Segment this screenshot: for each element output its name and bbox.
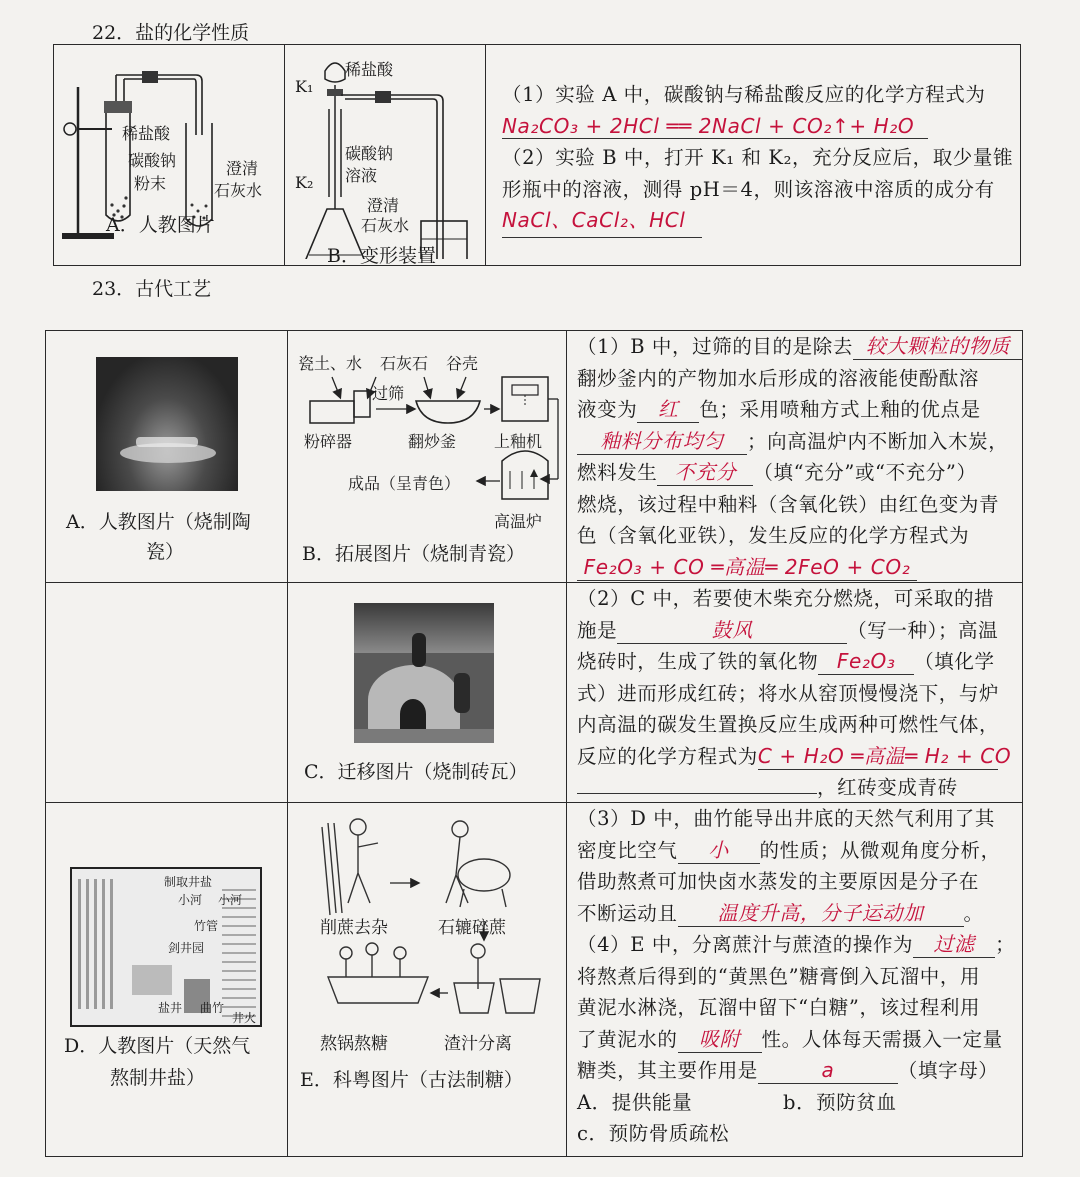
- p2-answer-3: C + H₂O ═高温═ H₂ + CO: [757, 743, 1012, 768]
- q22-q2-line2: 形瓶中的溶液，测得 pH＝4，则该溶液中溶质的成分有: [502, 177, 995, 201]
- label-sodium-carbonate-b: 碳酸钠: [345, 144, 394, 163]
- label-high-temp-furnace: 高温炉: [494, 512, 543, 531]
- p2-line5: 内高温的碳发生置换反应生成两种可燃性气体，: [577, 713, 1000, 736]
- q23-part2-text: [577, 583, 1023, 804]
- q22-q2-line1: （2）实验 B 中，打开 K₁ 和 K₂，充分反应后，取少量锥: [502, 146, 1014, 169]
- label-separate-juice: 渣汁分离: [444, 1034, 512, 1054]
- p2-line6a: 反应的化学方程式为: [577, 744, 758, 768]
- p3-line8a: 了黄泥水的: [577, 1027, 678, 1051]
- p3-line2b: 的性质；从微观角度分析，: [759, 838, 1001, 862]
- q23-caption-d-line1: D．人教图片（天然气: [64, 1035, 251, 1057]
- q23-part1-text: [577, 331, 1023, 583]
- q22-caption-b: B．变形装置: [327, 245, 436, 267]
- p1-line2: 翻炒釜内的产物加水后形成的溶液能使酚酞溶: [577, 366, 980, 390]
- label-sieve: 过筛: [372, 384, 405, 403]
- label-product-celadon: 成品（呈青色）: [348, 474, 461, 493]
- p2-answer-2: Fe₂O₃: [836, 649, 896, 673]
- p3-line5b: ；: [995, 933, 1016, 956]
- p1-answer-1: 较大颗粒的物质: [865, 334, 1011, 358]
- label-k2: K₂: [295, 173, 314, 192]
- label-dilute-hcl-b: 稀盐酸: [345, 60, 394, 79]
- q23-caption-c: C．迁移图片（烧制砖瓦）: [304, 761, 528, 783]
- p1-answer-2: 红: [658, 397, 679, 421]
- q22-table: [53, 44, 1021, 266]
- p1-answer-3: 釉料分布均匀: [600, 428, 724, 453]
- label-crush-cane: 石辘碎蔗: [438, 918, 506, 938]
- label-river-2: 小河: [218, 893, 243, 907]
- p3-line8b: 性。人体每天需摄入一定量: [761, 1027, 1003, 1051]
- p1-line4b: ；向高温炉内不断加入木炭，: [747, 429, 1009, 453]
- label-boil-sugar: 熬锅熬糖: [320, 1034, 388, 1054]
- p1-line3a: 液变为: [577, 398, 638, 421]
- p1-answer-5: Fe₂O₃ + CO ═高温═ 2FeO + CO₂: [583, 554, 911, 579]
- p1-line5a: 燃料发生: [577, 461, 658, 484]
- label-crusher: 粉碎器: [304, 432, 353, 451]
- pottery-kiln-photo: [96, 357, 238, 491]
- q23-caption-a-line1: A．人教图片（烧制陶: [66, 511, 251, 533]
- p3-line1: （3）D 中，曲竹能导出井底的天然气利用了其: [577, 807, 995, 830]
- p3-line9b: （填字母）: [897, 1059, 999, 1082]
- label-peel-cane: 削蔗去杂: [320, 918, 388, 938]
- label-river-1: 小河: [178, 893, 203, 907]
- p3-line7: 黄泥水淋浇，瓦溜中留下“白糖”，该过程利用: [577, 996, 981, 1019]
- q23-caption-a-line2: 瓷）: [146, 541, 185, 563]
- q22-answer-block: [502, 79, 1022, 238]
- sugar-making-illustration: [288, 803, 566, 1103]
- q23-part3-text: [577, 803, 1023, 1150]
- p2-line2a: 施是: [577, 618, 618, 642]
- option-a: A．提供能量: [577, 1090, 693, 1114]
- p1-line3b: 色；采用喷釉方式上釉的优点是: [699, 398, 981, 421]
- q22-title: 22．盐的化学性质: [92, 22, 250, 44]
- label-clear-b: 澄清: [367, 196, 400, 215]
- p3-answer-3: 过滤: [933, 932, 975, 956]
- p1-line5b: （填“充分”或“不充分”）: [753, 461, 977, 484]
- label-rice-husk: 谷壳: [446, 354, 479, 373]
- label-sodium-carbonate-a: 碳酸钠: [128, 151, 177, 170]
- label-bamboo-pipe: 竹管: [194, 919, 219, 933]
- label-glazing-machine: 上釉机: [494, 432, 543, 451]
- label-dilute-hcl-a: 稀盐酸: [122, 124, 171, 143]
- p3-answer-4: 吸附: [698, 1026, 741, 1051]
- label-well-garden: 剑井园: [168, 941, 205, 955]
- q23-title: 23．古代工艺: [92, 278, 212, 300]
- label-salt-well: 盐井: [158, 1001, 183, 1015]
- label-clear-a: 澄清: [226, 159, 259, 178]
- p3-line4b: 。: [963, 901, 984, 925]
- q23-caption-d-line2: 熬制井盐）: [110, 1067, 206, 1089]
- p3-answer-2: 温度升高，分子运动加: [717, 900, 924, 925]
- p2-line3a: 烧砖时，生成了铁的氧化物: [577, 650, 819, 673]
- q23-table: [45, 330, 1023, 1157]
- p3-answer-5: a: [821, 1058, 835, 1082]
- label-k1: K₁: [295, 77, 314, 96]
- q22-q1-text: （1）实验 A 中，碳酸钠与稀盐酸反应的化学方程式为: [502, 83, 986, 106]
- p1-line1: （1）B 中，过筛的目的是除去: [577, 335, 853, 358]
- q23-caption-e: E．科粤图片（古法制糖）: [300, 1069, 523, 1091]
- p2-line7b: ，红砖变成青砖: [817, 776, 958, 799]
- label-well-fire: 井火: [232, 1011, 257, 1025]
- option-b: b．预防贫血: [783, 1090, 897, 1114]
- label-curved-bamboo: 曲竹: [200, 1001, 225, 1015]
- p1-line6: 燃烧，该过程中釉料（含氧化铁）由红色变为青: [577, 492, 1000, 516]
- label-limewater-b: 石灰水: [361, 216, 410, 235]
- p3-line5a: （4）E 中，分离蔗汁与蔗渣的操作为: [577, 933, 914, 956]
- q22-a2-handwritten: NaCl、CaCl₂、HCl: [502, 205, 702, 238]
- p1-answer-4: 不充分: [674, 460, 737, 484]
- label-clay-water: 瓷土、水: [298, 354, 363, 373]
- label-salt-making: 制取井盐: [164, 875, 213, 889]
- p2-answer-1: 鼓风: [711, 617, 753, 642]
- option-c: c．预防骨质疏松: [577, 1122, 730, 1145]
- p3-line9a: 糖类，其主要作用是: [577, 1059, 758, 1082]
- p2-line4: 式）进而形成红砖；将水从窑顶慢慢浇下，与炉: [577, 681, 1000, 705]
- label-limestone: 石灰石: [380, 354, 429, 373]
- q22-a1-handwritten: Na₂CO₃ + 2HCl ══ 2NaCl + CO₂↑+ H₂O: [502, 114, 928, 139]
- label-powder-a: 粉末: [134, 174, 167, 193]
- p2-line1: （2）C 中，若要使木柴充分燃烧，可采取的措: [577, 587, 995, 610]
- label-limewater-a: 石灰水: [214, 181, 263, 200]
- p1-line7: 色（含氧化亚铁），发生反应的化学方程式为: [577, 524, 970, 547]
- label-stir-fry-pot: 翻炒釜: [408, 432, 457, 451]
- p2-line3b: （填化学: [914, 650, 995, 673]
- brick-kiln-illustration: [354, 603, 494, 743]
- p3-line6: 将熬煮后得到的“黄黑色”糖膏倒入瓦溜中，用: [577, 964, 981, 988]
- p3-line3: 借助熬煮可加快卤水蒸发的主要原因是分子在: [577, 870, 980, 893]
- q23-caption-b: B．拓展图片（烧制青瓷）: [302, 543, 525, 565]
- label-solution-b: 溶液: [345, 166, 378, 185]
- p3-line4a: 不断运动且: [577, 901, 678, 925]
- p3-answer-1: 小: [708, 837, 729, 862]
- q22-caption-a: A．人教图片: [106, 214, 215, 236]
- p3-line2a: 密度比空气: [577, 838, 678, 862]
- p2-line2b: （写一种）；高温: [847, 618, 999, 642]
